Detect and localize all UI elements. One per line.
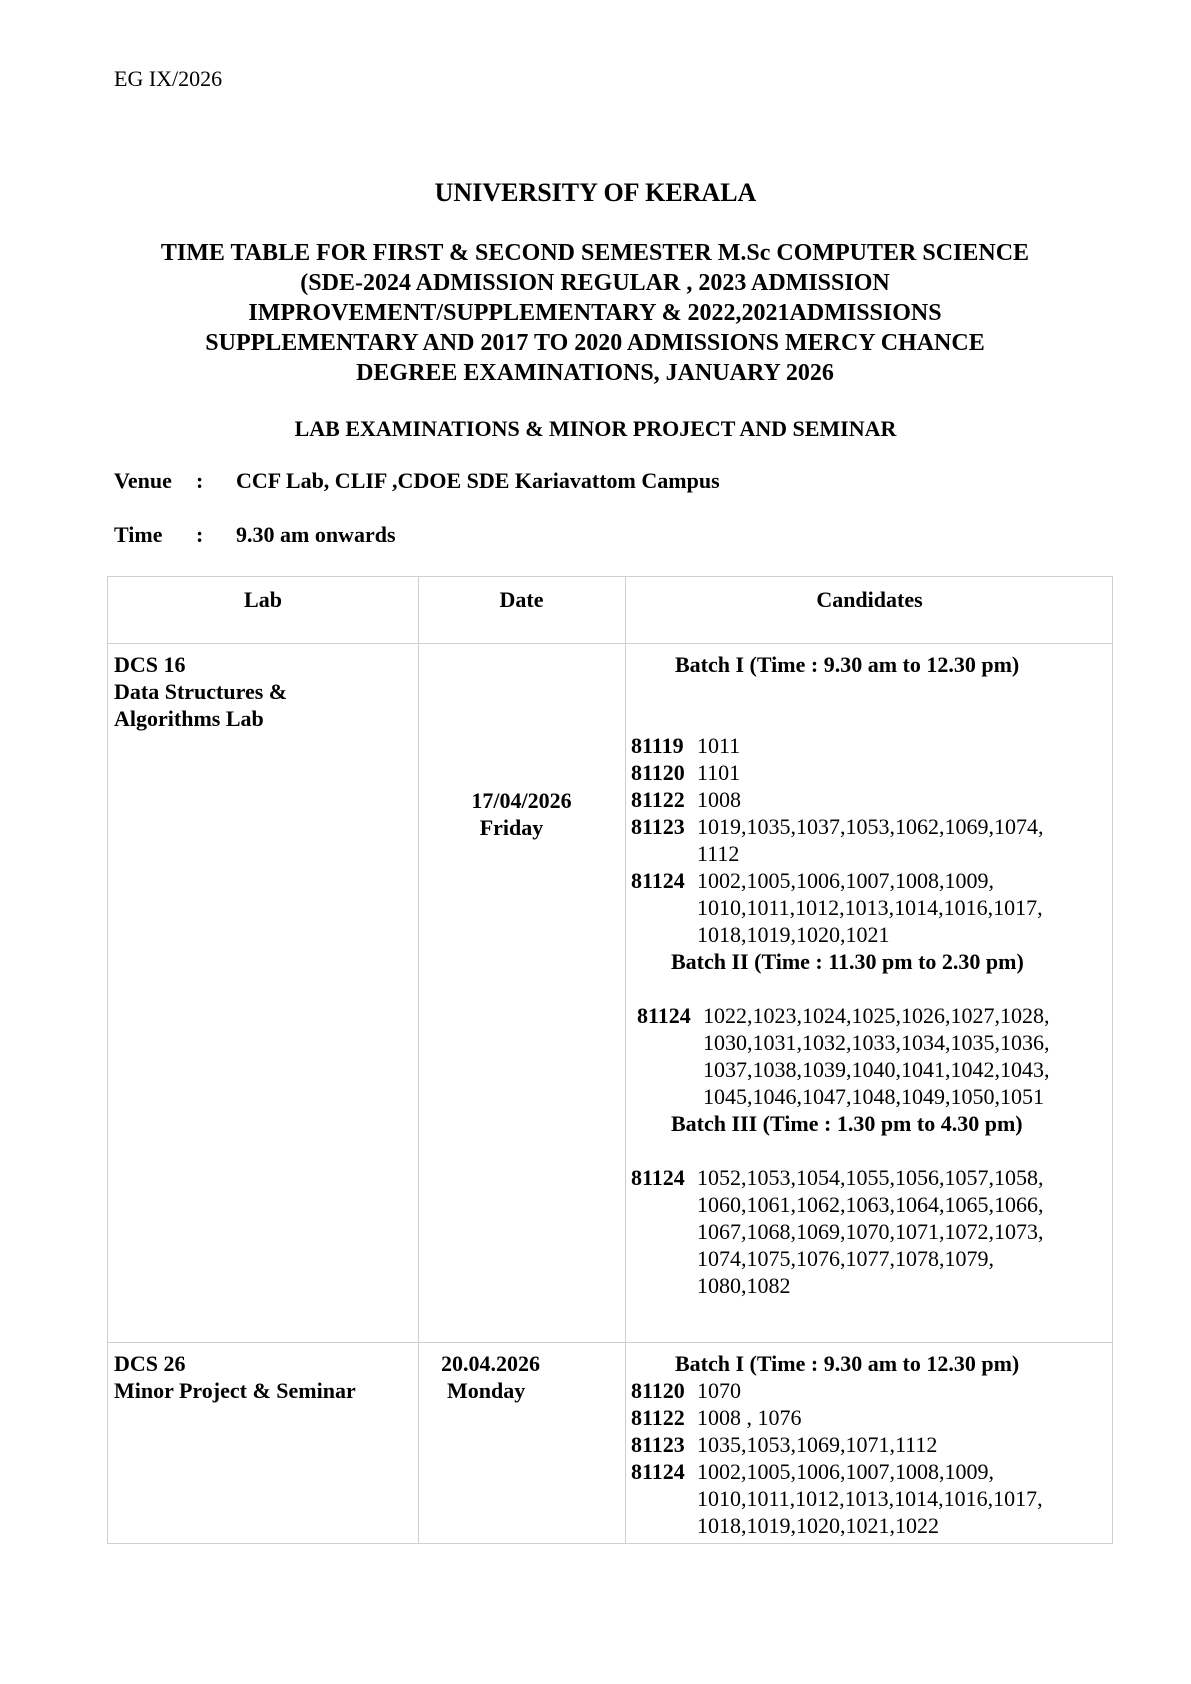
header-candidates: Candidates	[816, 587, 923, 612]
register-numbers: 1052,1053,1054,1055,1056,1057,1058, 1060,1061,1062,1063,1064,1065,1066, 1067,1068,1069,1070,1071,1072,1073, 1074,1075,1076,1077,1078,1079, 1080,1082	[697, 1165, 1044, 1298]
venue-label: Venue	[114, 468, 172, 493]
candidate-entry	[631, 1002, 1093, 1110]
lab-code: DCS 26	[114, 1351, 186, 1376]
row-divider	[108, 1342, 1112, 1343]
course-code: 81122	[631, 787, 685, 812]
time-label: Time	[114, 522, 163, 547]
row1-candidates	[631, 651, 1093, 1299]
header-date: Date	[499, 587, 544, 612]
column-divider	[625, 577, 626, 1543]
batch-title: Batch I (Time : 9.30 am to 12.30 pm)	[675, 652, 1020, 677]
batch-title: Batch I (Time : 9.30 am to 12.30 pm)	[675, 1351, 1020, 1376]
course-code: 81119	[631, 733, 684, 758]
exam-date: 17/04/2026	[471, 788, 572, 813]
register-numbers: 1070	[697, 1378, 741, 1403]
register-numbers: 1019,1035,1037,1053,1062,1069,1074, 1112	[697, 814, 1044, 866]
batch-title: Batch II (Time : 11.30 pm to 2.30 pm)	[671, 949, 1024, 974]
exam-date: 20.04.2026	[441, 1351, 540, 1376]
time-value: 9.30 am onwards	[236, 522, 396, 547]
header-lab: Lab	[244, 587, 282, 612]
venue-value: CCF Lab, CLIF ,CDOE SDE Kariavattom Campus	[236, 468, 720, 493]
timetable	[107, 576, 1113, 1544]
register-numbers: 1008 , 1076	[697, 1405, 802, 1430]
candidate-entry	[631, 732, 1093, 759]
row2-candidates	[631, 1350, 1087, 1539]
venue-sep: :	[196, 468, 204, 493]
row2-lab	[114, 1350, 356, 1404]
batch-title: Batch III (Time : 1.30 pm to 4.30 pm)	[671, 1111, 1023, 1136]
row-divider	[108, 643, 1112, 644]
row1-lab	[114, 651, 287, 732]
title-line: SUPPLEMENTARY AND 2017 TO 2020 ADMISSIONS MERCY CHANCE	[205, 330, 985, 356]
course-code: 81124	[637, 1003, 691, 1028]
exam-day: Friday	[479, 815, 544, 840]
timetable-title	[100, 238, 1090, 388]
venue-line	[114, 468, 720, 494]
exam-day: Monday	[447, 1378, 526, 1403]
course-code: 81120	[631, 1378, 685, 1403]
row2-date	[441, 1350, 540, 1404]
course-code: 81122	[631, 1405, 685, 1430]
title-line: IMPROVEMENT/SUPPLEMENTARY & 2022,2021ADMISSIONS	[248, 300, 942, 326]
exam-subtitle: LAB EXAMINATIONS & MINOR PROJECT AND SEMINAR	[294, 416, 897, 441]
document-reference: EG IX/2026	[114, 66, 223, 91]
course-code: 81123	[631, 814, 685, 839]
lab-name: Algorithms Lab	[114, 706, 264, 731]
course-code: 81123	[631, 1432, 685, 1457]
row1-date	[418, 787, 625, 841]
register-numbers: 1002,1005,1006,1007,1008,1009, 1010,1011,1012,1013,1014,1016,1017, 1018,1019,1020,1021	[697, 868, 1043, 947]
course-code: 81124	[631, 1459, 685, 1484]
lab-name: Minor Project & Seminar	[114, 1378, 356, 1403]
candidate-entry	[631, 1404, 1087, 1431]
register-numbers: 1002,1005,1006,1007,1008,1009, 1010,1011,1012,1013,1014,1016,1017, 1018,1019,1020,1021,1022	[697, 1459, 1043, 1538]
time-line	[114, 522, 396, 548]
university-title: UNIVERSITY OF KERALA	[434, 178, 757, 207]
register-numbers: 1035,1053,1069,1071,1112	[697, 1432, 938, 1457]
register-numbers: 1101	[697, 760, 741, 785]
course-code: 81124	[631, 868, 685, 893]
candidate-entry	[631, 759, 1093, 786]
title-line: TIME TABLE FOR FIRST & SECOND SEMESTER M.Sc COMPUTER SCIENCE	[160, 240, 1030, 266]
candidate-entry	[631, 1377, 1087, 1404]
register-numbers: 1008	[697, 787, 741, 812]
title-line: (SDE-2024 ADMISSION REGULAR , 2023 ADMISSION	[300, 270, 890, 296]
register-numbers: 1022,1023,1024,1025,1026,1027,1028, 1030,1031,1032,1033,1034,1035,1036, 1037,1038,1039,1040,1041,1042,1043, 1045,1046,1047,1048,1049,1050,1051	[703, 1003, 1050, 1109]
candidate-entry	[631, 1164, 1093, 1299]
candidate-entry	[631, 1431, 1087, 1458]
title-line: DEGREE EXAMINATIONS, JANUARY 2026	[356, 360, 834, 386]
column-divider	[418, 577, 419, 1543]
lab-code: DCS 16	[114, 652, 186, 677]
candidate-entry	[631, 786, 1093, 813]
course-code: 81124	[631, 1165, 685, 1190]
time-sep: :	[196, 522, 204, 547]
register-numbers: 1011	[697, 733, 741, 758]
course-code: 81120	[631, 760, 685, 785]
lab-name: Data Structures &	[114, 679, 288, 704]
candidate-entry	[631, 867, 1093, 948]
candidate-entry	[631, 813, 1093, 867]
candidate-entry	[631, 1458, 1087, 1539]
